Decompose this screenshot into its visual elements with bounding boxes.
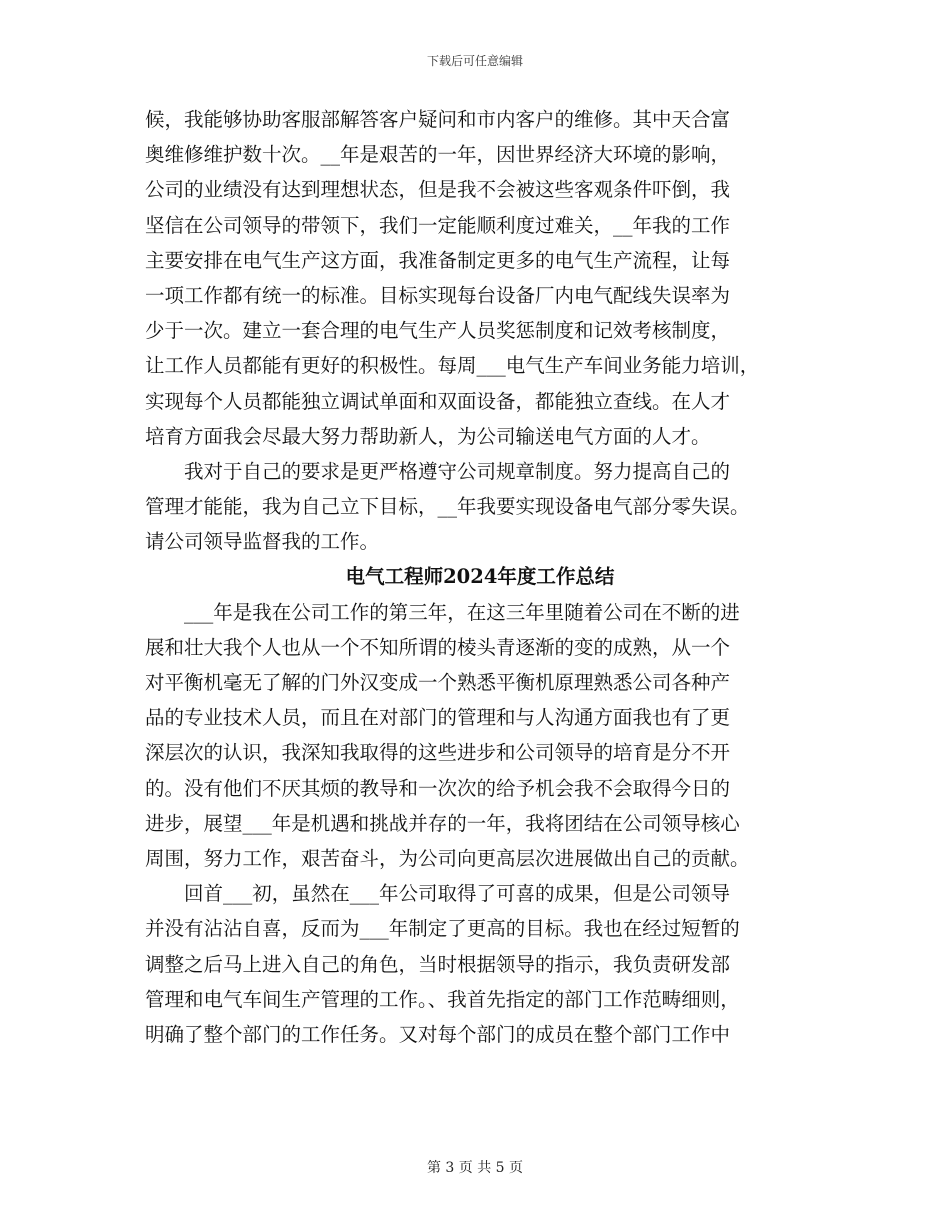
text-line: 并没有沾沾自喜，反而为___年制定了更高的目标。我也在经过短暂的 [145,917,740,941]
text-line: 进步，展望___年是机遇和挑战并存的一年，我将团结在公司领导核心 [145,811,740,835]
text-line: 回首___初，虽然在___年公司取得了可喜的成果，但是公司领导 [184,882,731,906]
paragraph-requirements [145,454,815,560]
text-line: 候，我能够协助客服部解答客户疑问和市内客户的维修。其中天合富 [145,108,731,131]
text-line: 培育方面我会尽最大努力帮助新人，为公司输送电气方面的人才。 [145,424,711,448]
text-line: 周围，努力工作，艰苦奋斗，为公司向更高层次进展做出自己的贡献。 [145,846,750,870]
paragraph-review [145,876,815,1052]
page-header: 下载后可任意编辑 [426,54,523,68]
text-line: 一项工作都有统一的标准。目标实现每台设备厂内电气配线失误率为 [145,283,731,307]
paragraph-continued [145,102,815,454]
text-line: ___年是我在公司工作的第三年，在这三年里随着公司在不断的进 [184,600,740,624]
text-line: 让工作人员都能有更好的积极性。每周___电气生产车间业务能力培训， [145,354,760,378]
text-line: 调整之后马上进入自己的角色，当时根据领导的指示，我负责研发部 [145,952,731,976]
text-line: 我对于自己的要求是更严格遵守公司规章制度。努力提高自己的 [184,459,731,483]
text-line: 公司的业绩没有达到理想状态，但是我不会被这些客观条件吓倒，我 [145,178,731,202]
text-line: 坚信在公司领导的带领下，我们一定能顺利度过难关，__年我的工作 [145,213,731,237]
text-line: 管理才能能，我为自己立下目标，__年我要实现设备电气部分零失误。 [145,495,750,519]
text-line: 深层次的认识，我深知我取得的这些进步和公司领导的培育是分不开 [145,741,731,765]
text-line: 少于一次。建立一套合理的电气生产人员奖惩制度和记效考核制度， [145,319,731,343]
paragraph-intro [145,595,815,877]
page-footer: 第 3 页 共 5 页 [426,1160,524,1176]
text-line: 品的专业技术人员，而且在对部门的管理和与人沟通方面我也有了更 [145,706,731,730]
text-line: 的。没有他们不厌其烦的教导和一次次的给予机会我不会取得今日的 [145,776,731,800]
text-line: 对平衡机毫无了解的门外汉变成一个熟悉平衡机原理熟悉公司各种产 [145,671,731,694]
text-line: 奥维修维护数十次。__年是艰苦的一年，因世界经济大环境的影响， [145,143,731,167]
text-line: 管理和电气车间生产管理的工作。、我首先指定的部门工作范畴细则， [145,987,740,1011]
section-title: 电气工程师2024年度工作总结 [345,565,615,589]
text-line: 主要安排在电气生产这方面，我准备制定更多的电气生产流程，让每 [145,248,731,272]
text-line: 展和壮大我个人也从一个不知所谓的棱头青逐渐的变的成熟，从一个 [145,635,731,659]
document-body [145,102,815,1052]
text-line: 实现每个人员都能独立调试单面和双面设备，都能独立查线。在人才 [145,389,731,413]
text-line: 明确了整个部门的工作任务。又对每个部门的成员在整个部门工作中 [145,1022,731,1046]
text-line: 请公司领导监督我的工作。 [145,530,380,554]
